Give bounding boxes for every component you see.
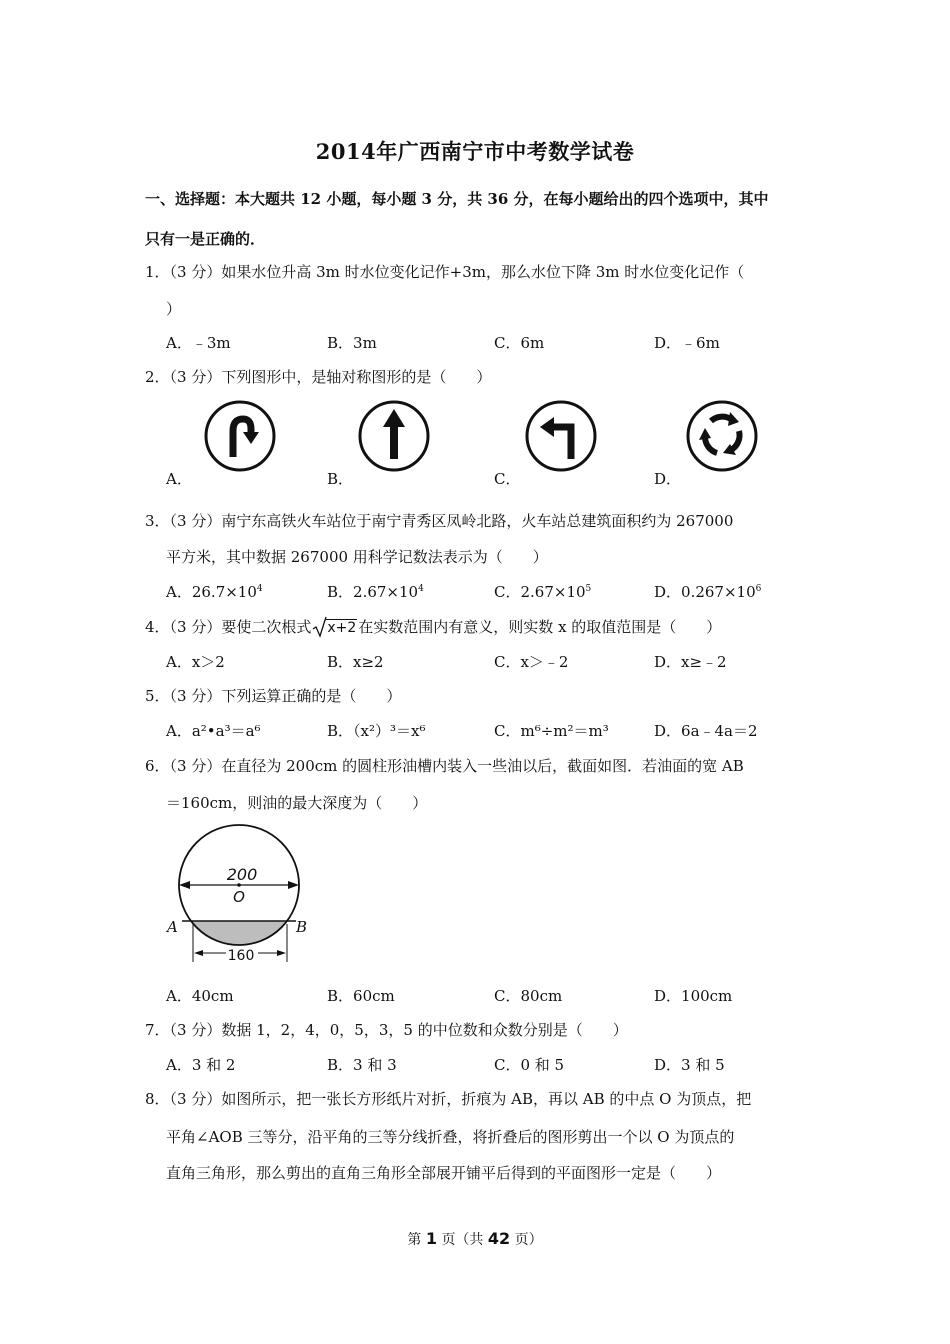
point-b-label: B <box>296 918 308 936</box>
q1-option-d: D．﹣6m <box>654 334 720 352</box>
q6-option-c: C．80cm <box>494 987 563 1005</box>
page-title: 2014年广西南宁市中考数学试卷 <box>315 139 635 164</box>
q3-option-b: B．$2.67\times 10^4$ <box>327 583 424 601</box>
center-label: O <box>233 888 245 906</box>
q2-option-b: B． <box>327 470 354 488</box>
q3-stem-line2: 平方米，其中数据 267000 用科学记数法表示为（ ） <box>166 548 548 566</box>
section-heading-line2: 只有一是正确的． <box>145 230 266 248</box>
chord-length-label: 160 <box>227 948 255 964</box>
q3-option-a: A．$26.7\times 10^4$ <box>166 583 263 601</box>
q7-option-b: B．3 和 3 <box>327 1056 397 1074</box>
left-turn-arrow-sign-icon <box>524 399 598 473</box>
q4-option-b: B．x≥2 <box>327 653 384 671</box>
point-a-label: A <box>167 918 178 936</box>
q2-option-a: A． <box>166 470 192 488</box>
straight-arrow-sign-icon <box>357 399 431 473</box>
roundabout-sign-icon <box>685 399 759 473</box>
q5-option-c: C．m⁶÷m²＝m³ <box>494 722 609 740</box>
q5-stem: 5．（3 分）下列运算正确的是（ ） <box>145 687 402 705</box>
q7-stem: 7．（3 分）数据 1，2，4，0，5，3，5 的中位数和众数分别是（ ） <box>145 1021 628 1039</box>
q8-stem-line2: 平角∠AOB 三等分，沿平角的三等分线折叠，将折叠后的图形剪出一个以 O 为顶点的 <box>166 1128 735 1146</box>
section-heading-line1: 一、选择题：本大题共 12 小题，每小题 3 分，共 36 分，在每小题给出的四个选项中，其中 <box>145 190 769 208</box>
radical-sign-icon <box>312 616 327 638</box>
q4-option-c: C．x＞﹣2 <box>494 653 569 671</box>
q2-stem: 2．（3 分）下列图形中，是轴对称图形的是（ ） <box>145 368 492 386</box>
q1-option-c: C．6m <box>494 334 545 352</box>
q4-stem: 4．（3 分）要使二次根式 x+2 在实数范围内有意义，则实数 x 的取值范围是（ ） <box>145 618 722 636</box>
q4-option-a: A．x＞2 <box>166 653 225 671</box>
q8-stem-line1: 8．（3 分）如图所示，把一张长方形纸片对折，折痕为 AB，再以 AB 的中点 O 为顶点，把 <box>145 1090 752 1108</box>
page-footer: 第 1 页（共 42 页） <box>407 1229 543 1248</box>
q3-option-c: C．$2.67\times 10^5$ <box>494 583 592 601</box>
q5-option-a: A．a²•a³＝a⁶ <box>166 722 261 740</box>
q3-option-d: D．$0.267\times 10^6$ <box>654 583 762 601</box>
q8-stem-line3: 直角三角形，那么剪出的直角三角形全部展开铺平后得到的平面图形一定是（ ） <box>166 1164 722 1182</box>
q2-option-d: D． <box>654 470 682 488</box>
q1-stem-line1: 1．（3 分）如果水位升高 3m 时水位变化记作+3m，那么水位下降 3m 时水位变化记作（ <box>145 263 745 281</box>
total-page-count: 42 <box>487 1229 511 1248</box>
q6-stem-line2: ＝160cm，则油的最大深度为（ ） <box>166 794 428 812</box>
q6-option-b: B．60cm <box>327 987 395 1005</box>
q1-option-a: A．﹣3m <box>166 334 231 352</box>
u-turn-arrow-sign-icon <box>203 399 277 473</box>
q3-stem-line1: 3．（3 分）南宁东高铁火车站位于南宁青秀区凤岭北路，火车站总建筑面积约为 267000 <box>145 512 734 530</box>
q2-option-c: C． <box>494 470 521 488</box>
q7-option-d: D．3 和 5 <box>654 1056 725 1074</box>
radical-expression: x+2 <box>312 618 357 636</box>
q7-option-c: C．0 和 5 <box>494 1056 565 1074</box>
diameter-label: 200 <box>226 865 258 884</box>
q6-option-d: D．100cm <box>654 987 733 1005</box>
q5-option-b: B．（x²）³＝x⁶ <box>327 722 426 740</box>
q6-option-a: A．40cm <box>166 987 234 1005</box>
q4-option-d: D．x≥﹣2 <box>654 653 727 671</box>
q5-option-d: D．6a﹣4a＝2 <box>654 722 758 740</box>
q7-option-a: A．3 和 2 <box>166 1056 236 1074</box>
q6-stem-line1: 6．（3 分）在直径为 200cm 的圆柱形油槽内装入一些油以后，截面如图．若油面的宽 AB <box>145 757 744 775</box>
oil-tank-diagram <box>160 822 320 970</box>
q1-option-b: B．3m <box>327 334 377 352</box>
q1-stem-line2: ） <box>166 300 182 318</box>
current-page-number: 1 <box>425 1229 437 1248</box>
